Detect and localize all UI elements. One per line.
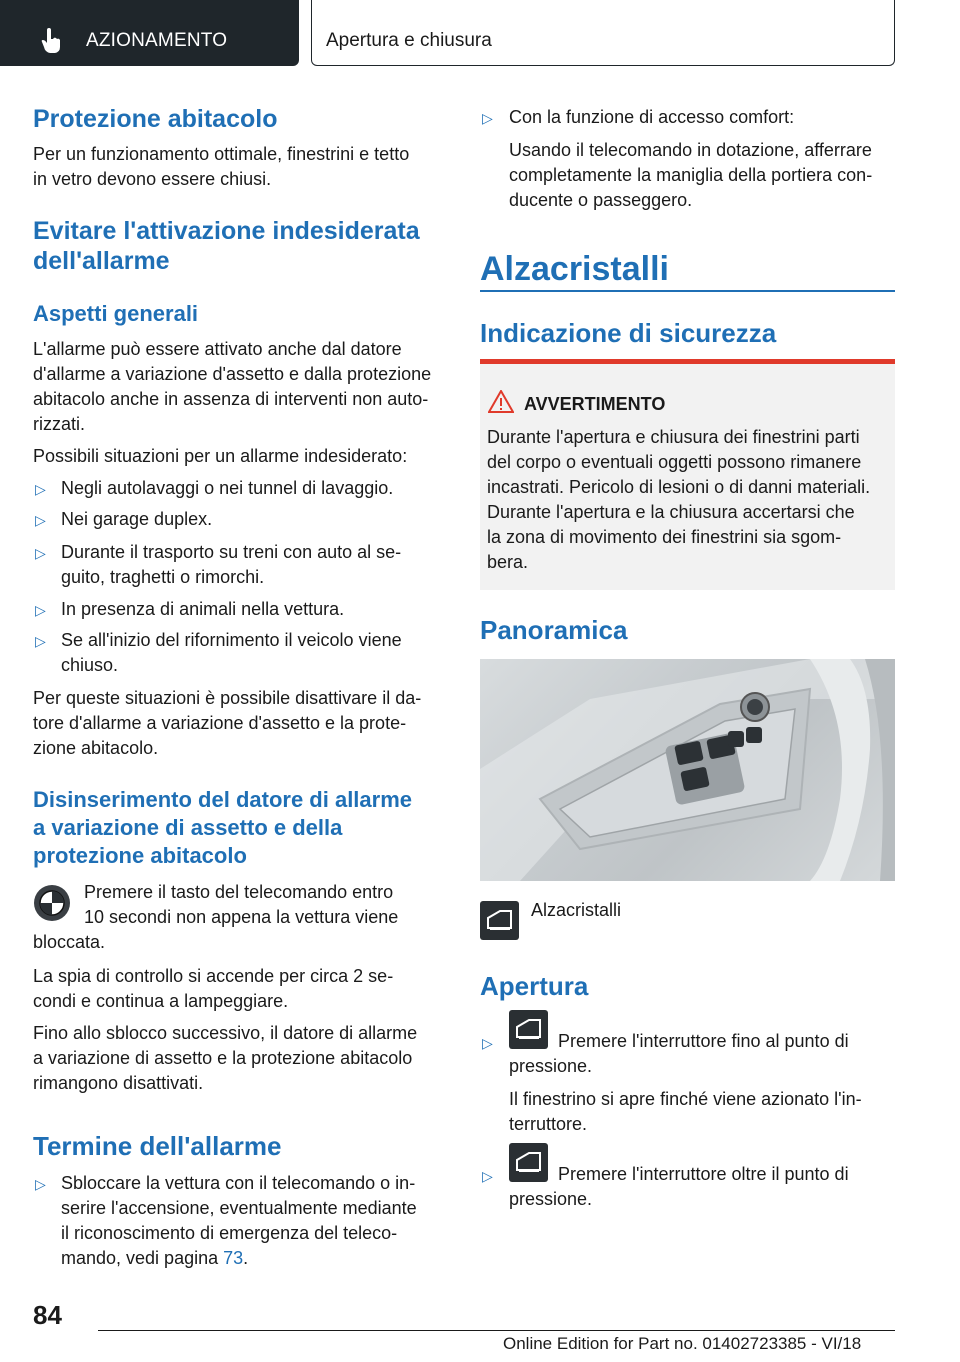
heading-termine: Termine dell'allarme <box>33 1131 282 1161</box>
hand-pointer-icon <box>40 28 62 54</box>
text-spia-2: condi e continua a lampeggiare. <box>33 991 289 1011</box>
bullet-text: serire l'accensione, eventualmente mediante <box>61 1198 417 1218</box>
warning-text-2: del corpo o eventuali oggetti possono rimanere <box>487 452 862 472</box>
text-premere-2: 10 secondi non appena la vettura viene <box>84 907 399 927</box>
bullet-text: guito, traghetti o rimorchi. <box>61 567 265 587</box>
period: . <box>243 1248 249 1268</box>
heading-evitare-2: dell'allarme <box>33 247 170 275</box>
page-reference-link[interactable]: 73 <box>223 1248 244 1268</box>
bullet-text: Premere l'interruttore oltre il punto di <box>558 1164 849 1184</box>
bullet-triangle-icon: ▷ <box>35 602 46 618</box>
heading-disinserimento-1: Disinserimento del datore di allarme <box>33 787 413 812</box>
chapter-title: Apertura e chiusura <box>326 30 492 51</box>
text-spia-1: La spia di controllo si accende per circa 2 se- <box>33 966 394 986</box>
bullet-triangle-icon: ▷ <box>35 545 46 561</box>
bullet-text: mando, vedi pagina <box>61 1248 224 1268</box>
warning-text-3: incastrati. Pericolo di lesioni o di danni materiali. <box>487 477 871 497</box>
bullet-text: il riconoscimento di emergenza del teleco- <box>61 1223 398 1243</box>
warning-triangle-icon <box>488 390 514 413</box>
page-number: 84 <box>33 1300 62 1330</box>
bullet-text: pressione. <box>509 1189 593 1209</box>
window-switch-icon <box>480 901 519 940</box>
heading-indicazione: Indicazione di sicurezza <box>480 318 777 348</box>
bullet-triangle-icon: ▷ <box>35 481 46 497</box>
text-comfort-1: Usando il telecomando in dotazione, afferrare <box>509 140 872 160</box>
window-switch-icon <box>509 1010 548 1049</box>
heading-disinserimento-3: protezione abitacolo <box>33 843 247 868</box>
text-aspetti-2: d'allarme a variazione d'assetto e dalla protezione <box>33 364 432 384</box>
chapter-tab <box>311 0 895 66</box>
bullet-text: Durante il trasporto su treni con auto al se- <box>61 542 402 562</box>
text-aspetti-1: L'allarme può essere attivato anche dal datore <box>33 339 402 359</box>
window-switch-icon <box>509 1143 548 1182</box>
bullet-triangle-icon: ▷ <box>35 1176 46 1192</box>
text-comfort-2: completamente la maniglia della portiera con- <box>509 165 873 185</box>
warning-title: AVVERTIMENTO <box>524 394 666 414</box>
text-comfort-3: ducente o passeggero. <box>509 190 693 210</box>
bullet-text: chiuso. <box>61 655 119 675</box>
bullet-text: Negli autolavaggi o nei tunnel di lavaggio. <box>61 478 394 498</box>
bullet-text: pressione. <box>509 1056 593 1076</box>
bullet-text: Premere l'interruttore fino al punto di <box>558 1031 849 1051</box>
heading-disinserimento-2: a variazione di assetto e della <box>33 815 343 840</box>
text-fino-2: a variazione di assetto e la protezione abitacolo <box>33 1048 413 1068</box>
heading-apertura: Apertura <box>480 971 589 1001</box>
bullet-triangle-icon: ▷ <box>482 110 493 126</box>
warning-text-4: Durante l'apertura e la chiusura accertarsi che <box>487 502 855 522</box>
heading-aspetti: Aspetti generali <box>33 301 199 326</box>
text-per-queste-1: Per queste situazioni è possibile disattivare il da- <box>33 688 422 708</box>
text-premere-1: Premere il tasto del telecomando entro <box>84 882 394 902</box>
bullet-text: Se all'inizio del rifornimento il veicolo viene <box>61 630 402 650</box>
text-protezione-2: in vetro devono essere chiusi. <box>33 169 272 189</box>
bullet-text: In presenza di animali nella vettura. <box>61 599 345 619</box>
warning-text-1: Durante l'apertura e chiusura dei finestrini parti <box>487 427 860 447</box>
text-finestrino-2: terruttore. <box>509 1114 588 1134</box>
heading-alzacristalli: Alzacristalli <box>480 250 669 288</box>
text-per-queste-3: zione abitacolo. <box>33 738 159 758</box>
warning-text-6: bera. <box>487 552 529 572</box>
text-premere-3: bloccata. <box>33 932 106 952</box>
text-protezione-1: Per un funzionamento ottimale, finestrini e tetto <box>33 144 410 164</box>
bullet-triangle-icon: ▷ <box>35 633 46 649</box>
section-title: AZIONAMENTO <box>86 30 228 51</box>
text-aspetti-4: rizzati. <box>33 414 86 434</box>
section-tab <box>0 0 299 66</box>
bullet-triangle-icon: ▷ <box>35 512 46 528</box>
door-panel-photo <box>480 659 895 881</box>
text-aspetti-3: abitacolo anche in assenza di interventi non auto- <box>33 389 429 409</box>
footer-edition: Online Edition for Part no. 01402723385 - VI/18 <box>503 1334 862 1353</box>
bullet-text: Sbloccare la vettura con il telecomando o in- <box>61 1173 416 1193</box>
text-fino-3: rimangono disattivati. <box>33 1073 204 1093</box>
bullet-triangle-icon: ▷ <box>482 1035 493 1051</box>
footer-divider <box>98 1330 895 1331</box>
bullet-triangle-icon: ▷ <box>482 1168 493 1184</box>
warning-text-5: la zona di movimento dei finestrini sia sgom- <box>487 527 842 547</box>
bullet-text: Con la funzione di accesso comfort: <box>509 107 795 127</box>
bullet-text-last <box>61 1246 248 1271</box>
heading-protezione: Protezione abitacolo <box>33 105 278 133</box>
warning-box <box>480 359 895 590</box>
heading-panoramica: Panoramica <box>480 615 628 645</box>
heading-underline <box>480 290 895 292</box>
key-fob-logo-icon <box>33 884 71 922</box>
text-possibili: Possibili situazioni per un allarme indesiderato: <box>33 446 408 466</box>
text-per-queste-2: tore d'allarme a variazione d'assetto e la prote- <box>33 713 407 733</box>
bullet-text: Nei garage duplex. <box>61 509 213 529</box>
door-switch-illustration <box>480 659 895 881</box>
text-fino-1: Fino allo sblocco successivo, il datore di allarme <box>33 1023 418 1043</box>
heading-evitare-1: Evitare l'attivazione indesiderata <box>33 217 420 245</box>
image-caption: Alzacristalli <box>531 900 622 920</box>
text-finestrino-1: Il finestrino si apre finché viene azionato l'in- <box>509 1089 862 1109</box>
